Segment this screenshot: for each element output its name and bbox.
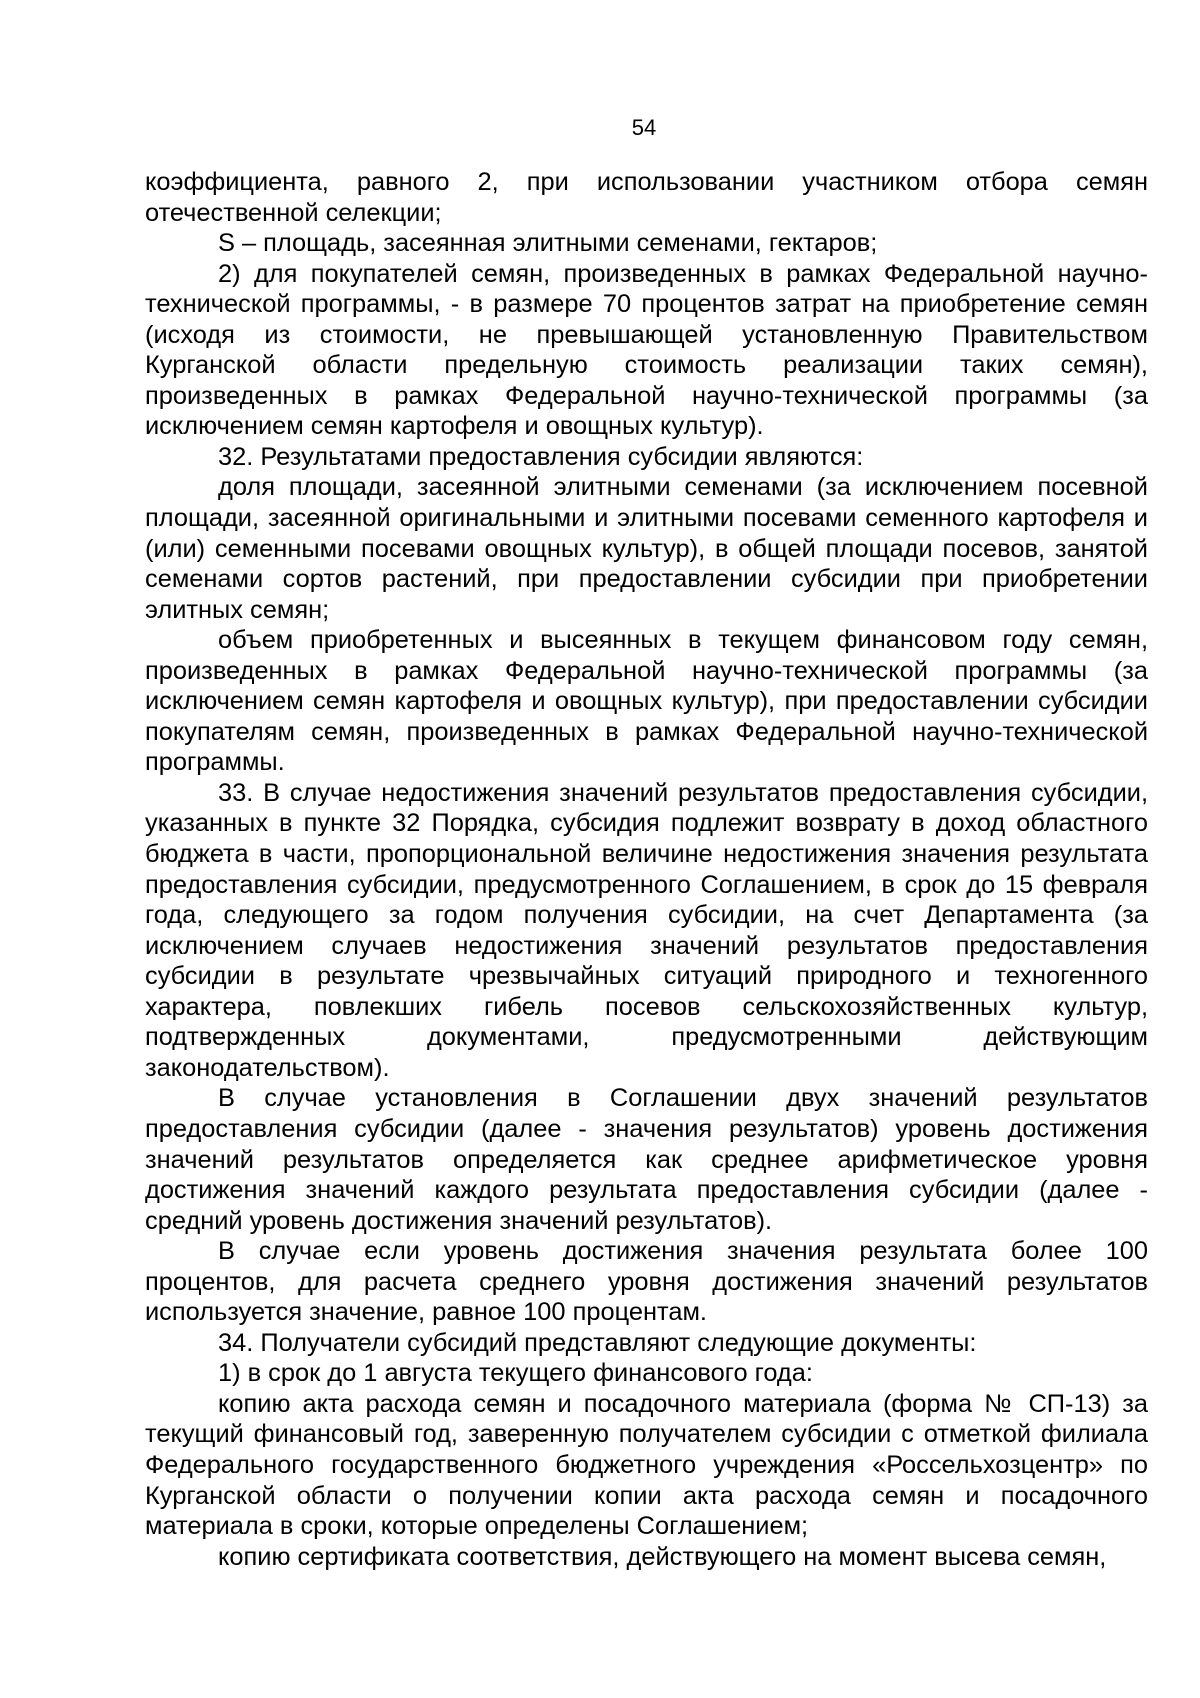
paragraph-result-volume: объем приобретенных и высеянных в текущем финансовом году семян, произведенных в рамках Федеральной научно-технической программы (за исключением семян картофеля и овощных культур), при предоставлении субсидии покупателям семян, произведенных в рамках Федеральной научно-технической программы. [145,626,1148,777]
paragraph-item-1-deadline: 1) в срок до 1 августа текущего финансового года: [218,1359,813,1388]
page-number: 54 [631,115,657,140]
paragraph-certificate-copy: копию сертификата соответствия, действующего на момент высева семян, [218,1542,1107,1571]
paragraph-clause-34: 34. Получатели субсидий представляют следующие документы: [218,1328,977,1357]
paragraph-over-100-percent: В случае если уровень достижения значения результата более 100 процентов, для расчета среднего уровня достижения значений результатов используется значение, равное 100 процентам. [145,1237,1148,1327]
paragraph-two-results: В случае установления в Соглашении двух значений результатов предоставления субсидии (далее - значения результатов) уровень достижения значений результатов определяется как среднее арифметическое уровня достижения значений каждого результата предоставления субсидии (далее - средний уровень достижения значений результатов). [145,1084,1148,1235]
paragraph-result-share: доля площади, засеянной элитными семенами (за исключением посевной площади, засеянной оригинальными и элитными посевами семенного картофеля и (или) семенными посевами овощных культур), в общей площади посевов, занятой семенами сортов растений, при предоставлении субсидии при приобретении элитных семян; [145,473,1148,624]
paragraph-clause-32: 32. Результатами предоставления субсидии являются: [218,442,864,471]
body-text [145,167,1148,1572]
paragraph-area-definition: S – площадь, засеянная элитными семенами, гектаров; [218,229,878,258]
paragraph-act-copy: копию акта расхода семян и посадочного материала (форма № СП-13) за текущий финансовый год, заверенную получателем субсидии с отметкой филиала Федерального государственного бюджетного учреждения «Россельхозцентр» по Курганской области о получении копии акта расхода семян и посадочного материала в сроки, которые определены Соглашением; [145,1389,1148,1541]
paragraph-coefficient-continuation: коэффициента, равного 2, при использовании участником отбора семян отечественной селекции; [145,168,1148,227]
paragraph-clause-33: 33. В случае недостижения значений результатов предоставления субсидии, указанных в пункте 32 Порядка, субсидия подлежит возврату в доход областного бюджета в части, пропорциональной величине недостижения значения результата предоставления субсидии, предусмотренного Соглашением, в срок до 15 февраля года, следующего за годом получения субсидии, на счет Департамента (за исключением случаев недостижения значений результатов предоставления субсидии в результате чрезвычайных ситуаций природного и техногенного характера, повлекших гибель посевов сельскохозяйственных культур, подтвержденных документами, предусмотренными действующим законодательством). [145,778,1148,1082]
paragraph-item-2-buyers: 2) для покупателей семян, произведенных в рамках Федеральной научно-технической программы, - в размере 70 процентов затрат на приобретение семян (исходя из стоимости, не превышающей установленную Правительством Курганской области предельную стоимость реализации таких семян), произведенных в рамках Федеральной научно-технической программы (за исключением семян картофеля и овощных культур). [145,259,1148,441]
